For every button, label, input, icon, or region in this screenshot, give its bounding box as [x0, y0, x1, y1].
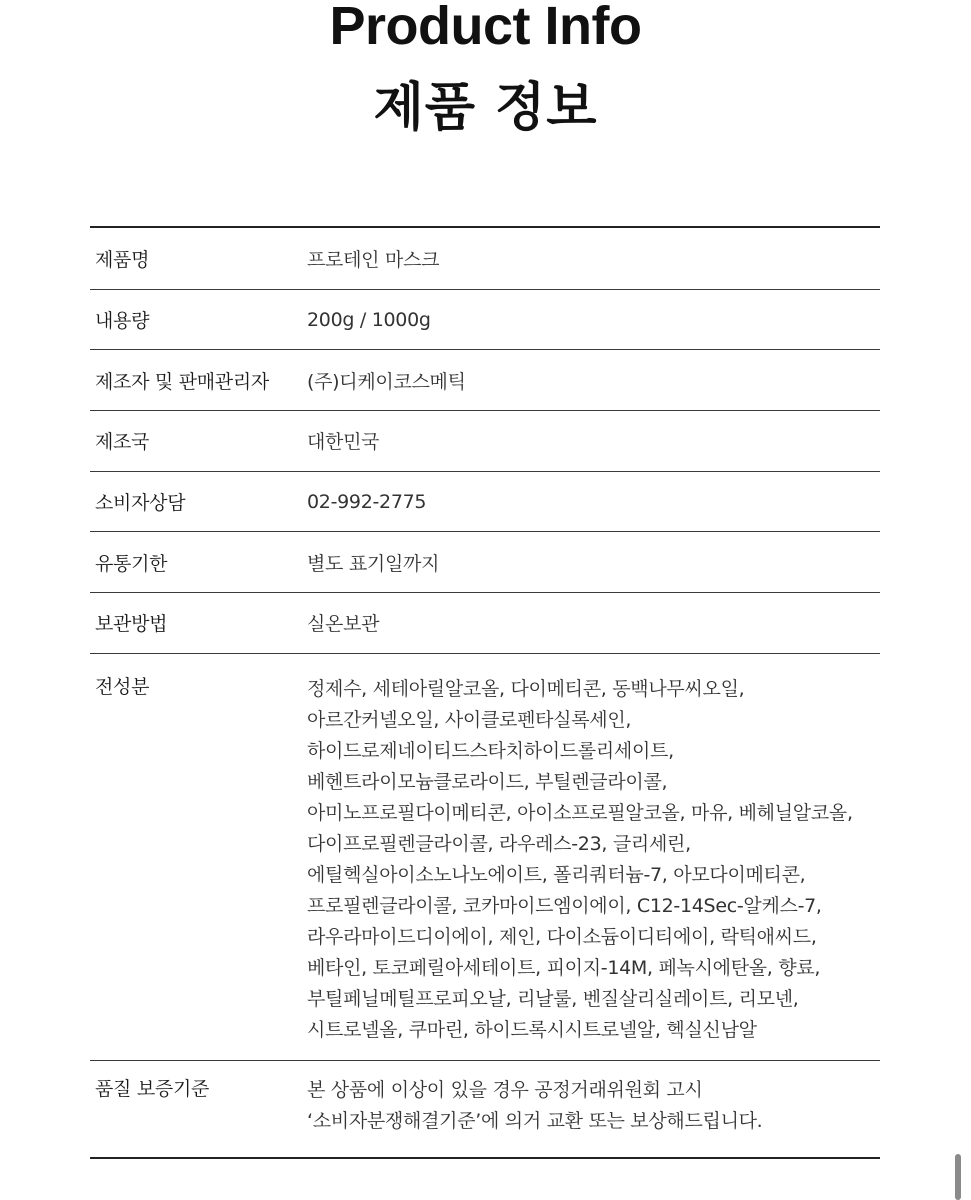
- row-value: 별도 표기일까지: [307, 552, 440, 575]
- table-row-ingredients: [90, 653, 880, 1060]
- row-value: 02-992-2775: [307, 490, 427, 513]
- row-value: 200g / 1000g: [307, 308, 431, 331]
- row-label: 제조자 및 판매관리자: [95, 370, 269, 393]
- page-title-en: Product Info: [329, 0, 642, 56]
- table-row-manufacturer: [90, 349, 880, 410]
- row-label: 보관방법: [95, 613, 168, 636]
- table-row-quality-guarantee: [90, 1060, 880, 1157]
- product-info-table: [90, 226, 880, 1159]
- row-label: 내용량: [95, 310, 150, 333]
- row-label: 유통기한: [95, 552, 168, 575]
- table-row-volume: [90, 289, 880, 350]
- row-value: 실온보관: [307, 613, 380, 636]
- row-label: 소비자상담: [95, 492, 186, 515]
- table-row-country: [90, 410, 880, 471]
- row-label: 전성분: [95, 675, 150, 698]
- row-label: 품질 보증기준: [95, 1077, 210, 1100]
- row-value: 정제수, 세테아릴알코올, 다이메티콘, 동백나무씨오일, 아르간커넬오일, 사이클로펜타실록세인, 하이드로제네이티드스타치하이드롤리세이트, 베헨트라이모늄클로라이드, 부틸렌글라이콜, 아미노프로필다이메티콘, 아이소프로필알코올, 마유, 베헤닐알코올, 다이프로필렌글라이콜, 라우레스-23, 글리세린, 에틸헥실아이소노나노에이트, 폴리쿼터늄-7, 아모다이메티콘, 프로필렌글라이콜, 코카마이드엠이에이, C12-14Sec-알케스-7, 라우라마이드디이에이, 제인, 다이소듐이디티에이, 락틱애씨드, 베타인, 토코페릴아세테이트, 피이지-14M, 페녹시에탄올, 향료, 부틸페닐메틸프로피오날, 리날룰, 벤질살리실레이트, 리모넨, 시트로넬올, 쿠마린, 하이드록시시트로넬알, 헥실신남알: [307, 677, 853, 1041]
- table-row-customer-service: [90, 471, 880, 532]
- row-value: 프로테인 마스크: [307, 248, 440, 271]
- row-value: 대한민국: [307, 431, 380, 454]
- row-label: 제품명: [95, 248, 150, 271]
- table-row-product-name: [90, 228, 880, 289]
- row-label: 제조국: [95, 431, 150, 454]
- table-row-storage: [90, 592, 880, 653]
- row-value: (주)디케이코스메틱: [307, 370, 466, 393]
- table-row-expiry: [90, 531, 880, 592]
- scrollbar-thumb[interactable]: [955, 1154, 961, 1200]
- row-value: 본 상품에 이상이 있을 경우 공정거래위원회 고시 ‘소비자분쟁해결기준’에 의거 교환 또는 보상해드립니다.: [307, 1078, 763, 1132]
- page-title-ko: 제품 정보: [373, 78, 598, 138]
